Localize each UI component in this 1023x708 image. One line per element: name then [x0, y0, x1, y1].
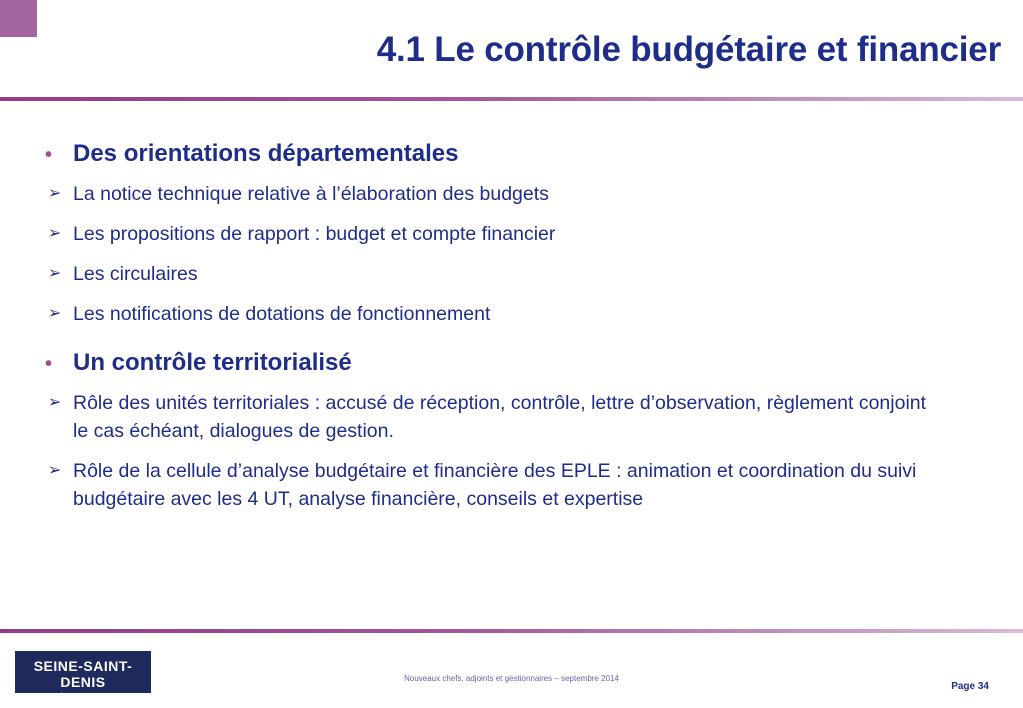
list-item: [45, 260, 945, 288]
list-item-text: La notice technique relative à l’élaboration des budgets: [73, 183, 549, 205]
arrowhead-icon: ➢: [48, 394, 62, 411]
section-item-list: [45, 389, 945, 513]
list-item: [45, 220, 945, 248]
slide-content: [45, 139, 945, 525]
section-spacer: [45, 340, 945, 348]
arrowhead-icon: ➢: [48, 225, 62, 242]
footer-caption: Nouveaux chefs, adjoints et gestionnaires – septembre 2014: [404, 674, 619, 683]
section-heading-text: Des orientations départementales: [73, 140, 459, 167]
slide-title: 4.1 Le contrôle budgétaire et financier: [376, 30, 1001, 69]
section-heading: [45, 139, 945, 170]
list-item-text: Les circulaires: [73, 263, 198, 285]
arrowhead-icon: ➢: [48, 265, 62, 282]
section-heading-text: Un contrôle territorialisé: [73, 349, 352, 376]
arrowhead-icon: ➢: [48, 185, 62, 202]
bottom-divider: [0, 629, 1023, 633]
round-bullet-icon: •: [45, 353, 53, 375]
list-item: [45, 389, 945, 445]
list-item: [45, 457, 945, 513]
page-number: Page 34: [951, 681, 989, 692]
list-item-text: Les notifications de dotations de fonctionnement: [73, 303, 491, 325]
department-logo: [15, 651, 151, 701]
round-bullet-icon: •: [45, 144, 53, 166]
list-item: [45, 180, 945, 208]
top-divider: [0, 97, 1023, 101]
arrowhead-icon: ➢: [48, 462, 62, 479]
logo-sub-text: LE DÉPARTEMENT: [31, 692, 135, 701]
arrowhead-icon: ➢: [48, 305, 62, 322]
list-item: [45, 300, 945, 328]
list-item-text: Rôle des unités territoriales : accusé de réception, contrôle, lettre d’observation, règlement conjoint le cas échéant, dialogues de gestion.: [73, 392, 927, 442]
list-item-text: Rôle de la cellule d’analyse budgétaire et financière des EPLE : animation et coordination du suivi budgétaire avec les 4 UT, analyse financière, conseils et expertise: [73, 460, 917, 510]
section-heading: [45, 348, 945, 379]
logo-main-text: SEINE-SAINT-DENIS: [33, 658, 133, 690]
section-item-list: [45, 180, 945, 328]
corner-accent-square: [0, 0, 37, 37]
list-item-text: Les propositions de rapport : budget et compte financier: [73, 223, 556, 245]
